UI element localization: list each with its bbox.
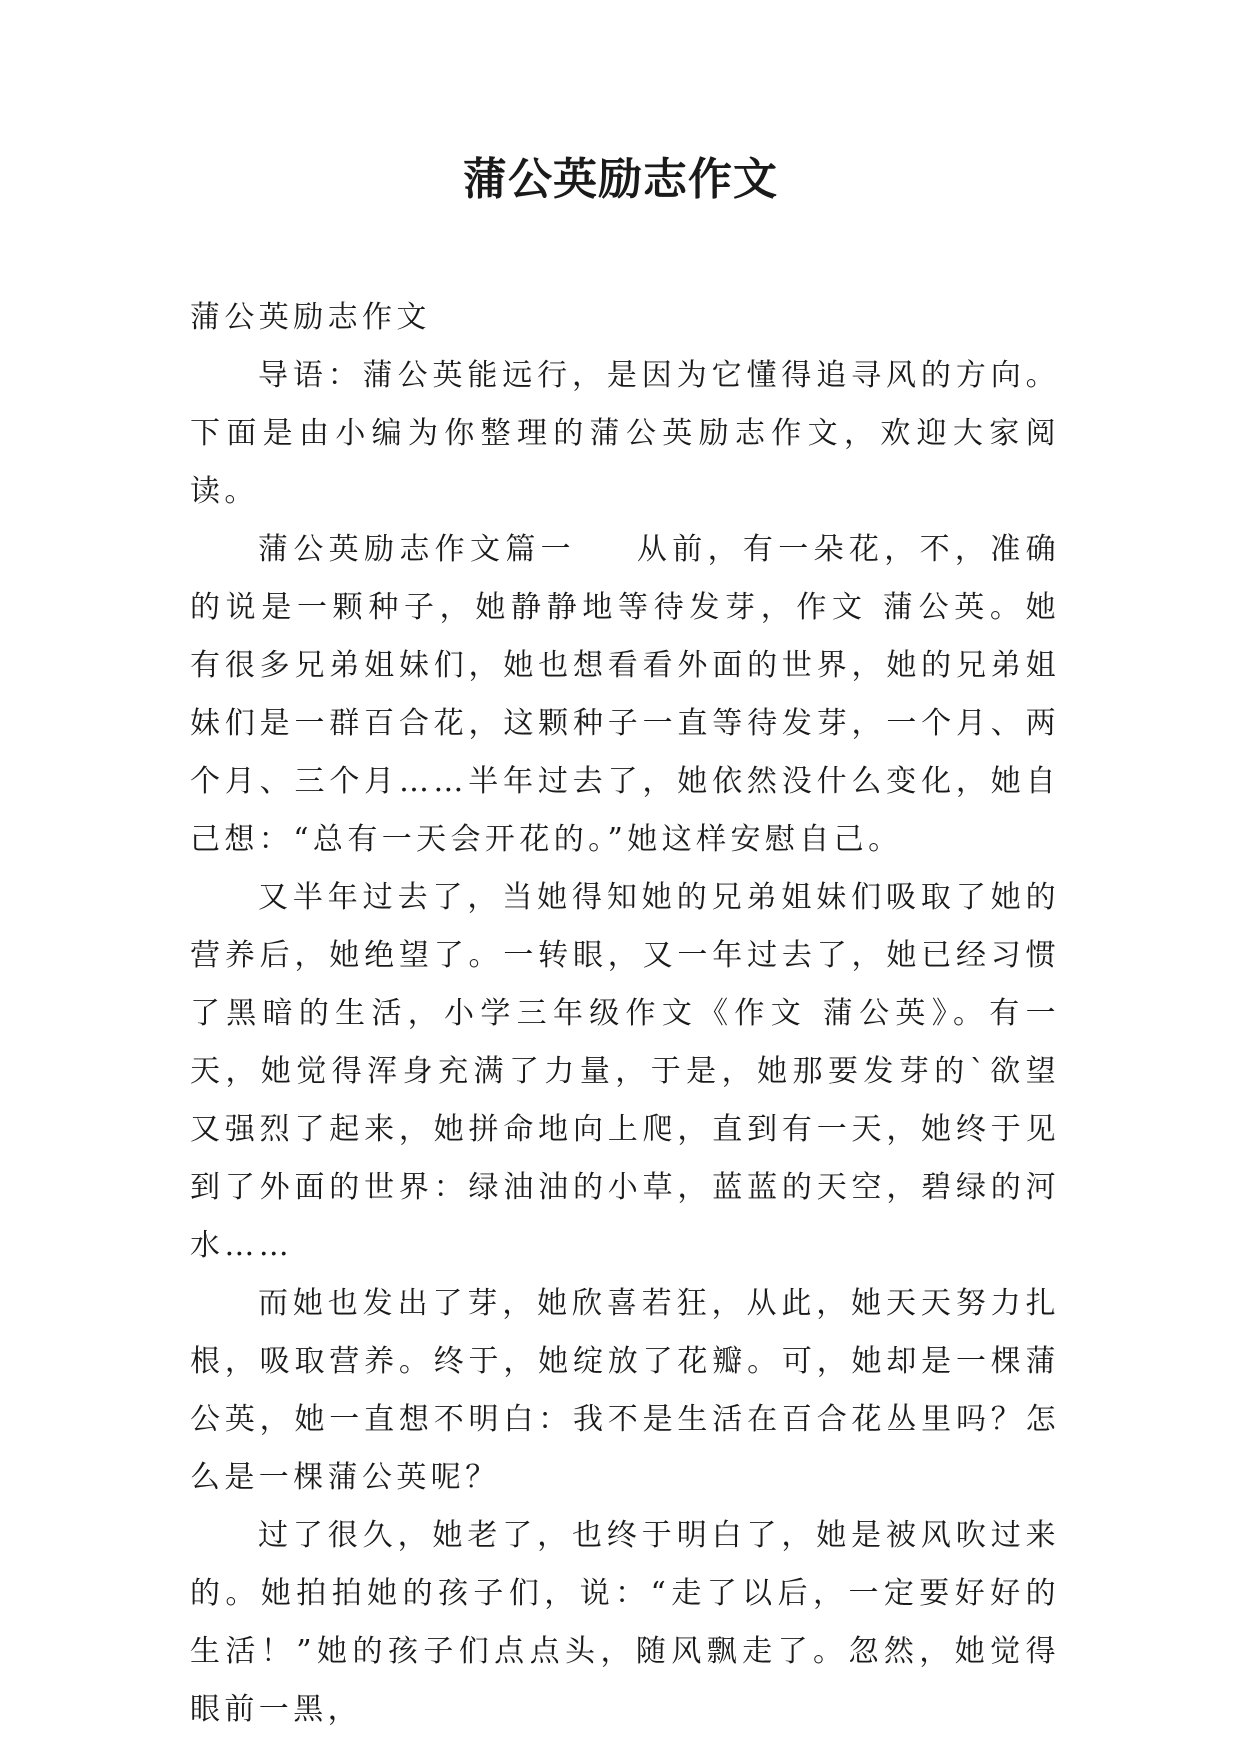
article-subtitle: 蒲公英励志作文 bbox=[190, 300, 431, 335]
body-paragraph-1: 从前，有一朵花，不，准确的说是一颗种子，她静静地等待发芽，作文 蒲公英。她有很多兄弟姐妹们，她也想看看外面的世界，她的兄弟姐妹们是一群百合花，这颗种子一直等待发芽，一个月、两个月、三个月……半年过去了，她依然没什么变化，她自己想：“总有一天会开花的。”她这样安慰自己。 bbox=[190, 532, 1060, 857]
section-heading: 蒲公英励志作文篇一 bbox=[258, 532, 576, 567]
intro-paragraph: 导语：蒲公英能远行，是因为它懂得追寻风的方向。下面是由小编为你整理的蒲公英励志作文，欢迎大家阅读。 bbox=[190, 358, 1060, 509]
page-title: 蒲公英励志作文 bbox=[463, 154, 778, 205]
body-paragraph-2: 又半年过去了，当她得知她的兄弟姐妹们吸取了她的营养后，她绝望了。一转眼，又一年过去了，她已经习惯了黑暗的生活，小学三年级作文《作文 蒲公英》。有一天，她觉得浑身充满了力量，于是，她那要发芽的`欲望又强烈了起来，她拼命地向上爬，直到有一天，她终于见到了外面的世界：绿油油的小草，蓝蓝的天空，碧绿的河水…… bbox=[190, 880, 1060, 1263]
article-body bbox=[190, 289, 1060, 1739]
body-paragraph-4: 过了很久，她老了，也终于明白了，她是被风吹过来的。她拍拍她的孩子们，说：“走了以后，一定要好好的生活！”她的孩子们点点头，随风飘走了。忽然，她觉得眼前一黑， bbox=[190, 1518, 1060, 1727]
section-paragraph bbox=[190, 521, 1060, 869]
body-paragraph-3: 而她也发出了芽，她欣喜若狂，从此，她天天努力扎根，吸取营养。终于，她绽放了花瓣。可，她却是一棵蒲公英，她一直想不明白：我不是生活在百合花丛里吗？怎么是一棵蒲公英呢？ bbox=[190, 1286, 1060, 1495]
